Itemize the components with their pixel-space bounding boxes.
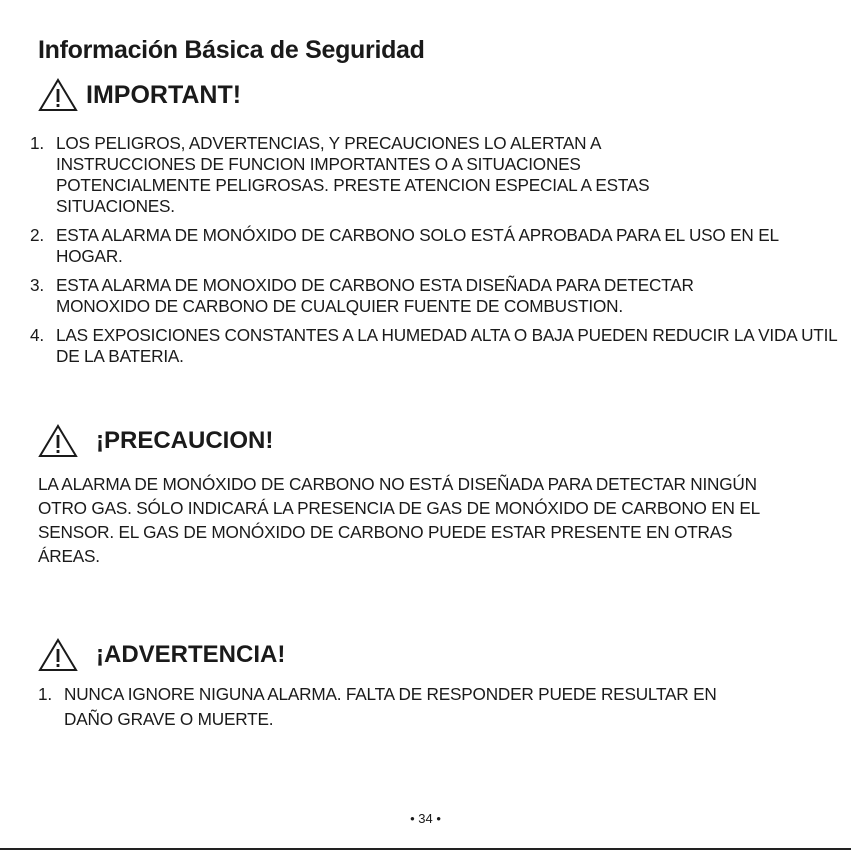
list-item <box>30 133 666 217</box>
list-item <box>30 225 826 267</box>
page-title: Información Básica de Seguridad <box>38 36 425 64</box>
list-item-text: LOS PELIGROS, ADVERTENCIAS, Y PRECAUCIONES LO ALERTAN A INSTRUCCIONES DE FUNCION IMPORTANTES O A SITUACIONES POTENCIALMENTE PELIGROSAS. PRESTE ATENCION ESPECIAL A ESTAS SITUACIONES. <box>56 133 650 216</box>
warning-heading <box>38 638 285 672</box>
warning-heading-text: ¡ADVERTENCIA! <box>96 641 286 668</box>
list-item-number: 2. <box>30 225 44 245</box>
caution-heading <box>38 424 273 458</box>
list-item-text: LAS EXPOSICIONES CONSTANTES A LA HUMEDAD ALTA O BAJA PUEDEN REDUCIR LA VIDA UTIL DE LA BATERIA. <box>56 325 837 366</box>
list-item-text: ESTA ALARMA DE MONÓXIDO DE CARBONO SOLO ESTÁ APROBADA PARA EL USO EN EL HOGAR. <box>56 225 779 266</box>
list-item-number: 4. <box>30 325 44 345</box>
list-item-text: NUNCA IGNORE NIGUNA ALARMA. FALTA DE RESPONDER PUEDE RESULTAR EN DAÑO GRAVE O MUERTE. <box>64 684 717 729</box>
bottom-divider <box>0 848 851 850</box>
list-item <box>38 682 754 732</box>
warning-triangle-icon <box>38 424 78 458</box>
warning-list <box>38 682 758 740</box>
list-item-text: ESTA ALARMA DE MONOXIDO DE CARBONO ESTA DISEÑADA PARA DETECTAR MONOXIDO DE CARBONO DE CUALQUIER FUENTE DE COMBUSTION. <box>56 275 694 316</box>
important-heading-text: IMPORTANT! <box>86 80 242 109</box>
list-item <box>30 275 776 317</box>
important-list <box>30 133 837 375</box>
page-number: • 34 • <box>410 811 441 826</box>
list-item <box>30 325 841 367</box>
warning-triangle-icon <box>38 638 78 672</box>
warning-triangle-icon <box>38 78 78 112</box>
list-item-number: 1. <box>30 133 44 153</box>
list-item-number: 1. <box>38 684 52 704</box>
list-item-number: 3. <box>30 275 44 295</box>
caution-heading-text: ¡PRECAUCION! <box>96 427 274 454</box>
caution-paragraph: LA ALARMA DE MONÓXIDO DE CARBONO NO ESTÁ DISEÑADA PARA DETECTAR NINGÚN OTRO GAS. SÓLO INDICARÁ LA PRESENCIA DE GAS DE MONÓXIDO DE CARBONO EN EL SENSOR. EL GAS DE MONÓXIDO DE CARBONO PUEDE ESTAR PRESENTE EN OTRAS ÁREAS. <box>38 474 760 566</box>
important-heading <box>38 78 241 112</box>
